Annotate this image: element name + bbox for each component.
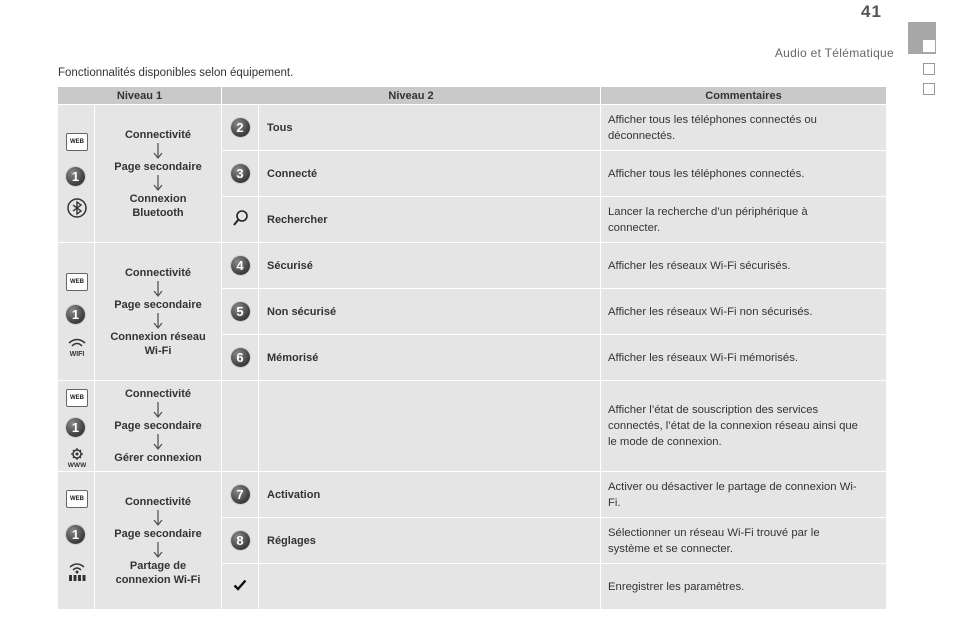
www-gear-icon (66, 446, 88, 468)
step-badge: 2 (231, 118, 250, 137)
svg-text:WIFI: WIFI (69, 351, 85, 357)
comment: Afficher l’état de souscription des services connectés, l’état de la connexion réseau ainsi que le mode de connexion. (601, 381, 887, 472)
check-icon (233, 578, 247, 592)
level1-icons (58, 472, 95, 610)
web-icon: WEB (66, 389, 88, 407)
level1-page-secondaire: Page secondaire (114, 298, 202, 311)
level1-connectivite: Connectivité (124, 128, 191, 141)
nav-square-2 (923, 63, 935, 75)
badge-cell (222, 151, 259, 197)
level1-path (95, 105, 222, 243)
level1-connectivite: Connectivité (124, 388, 191, 400)
badge-1 (66, 305, 88, 327)
level1-connectivite: Connectivité (124, 266, 191, 279)
comment: Lancer la recherche d’un périphérique à connecter. (601, 197, 887, 243)
step-badge: 7 (231, 485, 250, 504)
nav-square-3 (923, 83, 935, 95)
down-arrow-icon (152, 312, 164, 330)
step-badge: 1 (66, 167, 85, 186)
step-badge: 4 (231, 256, 250, 275)
level2-reglages: Réglages (259, 518, 601, 564)
page-number: 41 (861, 2, 882, 21)
comment: Sélectionner un réseau Wi-Fi trouvé par le système et se connecter. (601, 518, 887, 564)
bluetooth-icon (66, 197, 88, 219)
svg-text:WWW: WWW (67, 462, 87, 468)
badge-cell (222, 289, 259, 335)
level1-connexion-wifi: Connexion réseau Wi-Fi (110, 330, 206, 357)
down-arrow-icon (152, 401, 164, 419)
down-arrow-icon (152, 280, 164, 298)
level2-tous: Tous (259, 105, 601, 151)
level1-page-secondaire: Page secondaire (114, 160, 202, 173)
intro-text: Fonctionnalités disponibles selon équipement. (58, 67, 294, 79)
level2-non-securise: Non sécurisé (259, 289, 601, 335)
badge-cell (222, 564, 259, 610)
comment: Afficher tous les téléphones connectés ou déconnectés. (601, 105, 887, 151)
nav-square-1 (923, 40, 935, 52)
table-row (58, 381, 887, 472)
badge-1 (66, 167, 88, 189)
level1-path (95, 381, 222, 472)
level2-empty (259, 381, 601, 472)
level1-icons (58, 381, 95, 472)
level1-page-secondaire: Page secondaire (114, 420, 202, 432)
level2-securise: Sécurisé (259, 243, 601, 289)
col-header-niveau1: Niveau 1 (58, 87, 222, 105)
wifi-icon (66, 335, 88, 357)
level1-path (95, 243, 222, 381)
level2-empty (259, 564, 601, 610)
search-icon (231, 209, 249, 227)
table-row (58, 105, 887, 151)
badge-cell (222, 518, 259, 564)
step-badge: 1 (66, 418, 85, 437)
comment: Afficher les réseaux Wi-Fi mémorisés. (601, 335, 887, 381)
web-icon: WEB (66, 273, 88, 291)
level2-activation: Activation (259, 472, 601, 518)
badge-cell (222, 197, 259, 243)
level2-rechercher: Rechercher (259, 197, 601, 243)
badge-cell (222, 335, 259, 381)
level1-gerer-connexion: Gérer connexion (114, 452, 202, 464)
web-icon: WEB (66, 490, 88, 508)
level1-icons (58, 105, 95, 243)
step-badge: 1 (66, 305, 85, 324)
step-badge: 6 (231, 348, 250, 367)
feature-table (57, 86, 887, 610)
down-arrow-icon (152, 142, 164, 160)
down-arrow-icon (152, 174, 164, 192)
table-row (58, 243, 887, 289)
level1-connectivite: Connectivité (124, 495, 191, 508)
col-header-commentaires: Commentaires (601, 87, 887, 105)
section-title: Audio et Télématique (774, 46, 894, 60)
badge-cell (222, 472, 259, 518)
step-badge: 8 (231, 531, 250, 550)
level1-icons (58, 243, 95, 381)
step-badge: 5 (231, 302, 250, 321)
web-icon: WEB (66, 133, 88, 151)
hotspot-icon (66, 560, 88, 582)
level1-path (95, 472, 222, 610)
level2-connecte: Connecté (259, 151, 601, 197)
step-badge: 1 (66, 525, 85, 544)
down-arrow-icon (152, 541, 164, 559)
down-arrow-icon (152, 433, 164, 451)
badge-cell (222, 105, 259, 151)
level1-connexion-bluetooth: Connexion Bluetooth (129, 192, 187, 219)
down-arrow-icon (152, 509, 164, 527)
comment: Afficher les réseaux Wi-Fi sécurisés. (601, 243, 887, 289)
comment: Enregistrer les paramètres. (601, 564, 887, 610)
comment: Afficher les réseaux Wi-Fi non sécurisés. (601, 289, 887, 335)
badge-1 (66, 418, 88, 440)
table-row (58, 472, 887, 518)
level1-page-secondaire: Page secondaire (114, 527, 202, 540)
comment: Afficher tous les téléphones connectés. (601, 151, 887, 197)
badge-cell (222, 381, 259, 472)
step-badge: 3 (231, 164, 250, 183)
col-header-niveau2: Niveau 2 (222, 87, 601, 105)
level2-memorise: Mémorisé (259, 335, 601, 381)
level1-partage-connexion: Partage de connexion Wi-Fi (115, 559, 201, 586)
badge-cell (222, 243, 259, 289)
badge-1 (66, 525, 88, 547)
table-header (58, 87, 887, 105)
comment: Activer ou désactiver le partage de connexion Wi-Fi. (601, 472, 887, 518)
